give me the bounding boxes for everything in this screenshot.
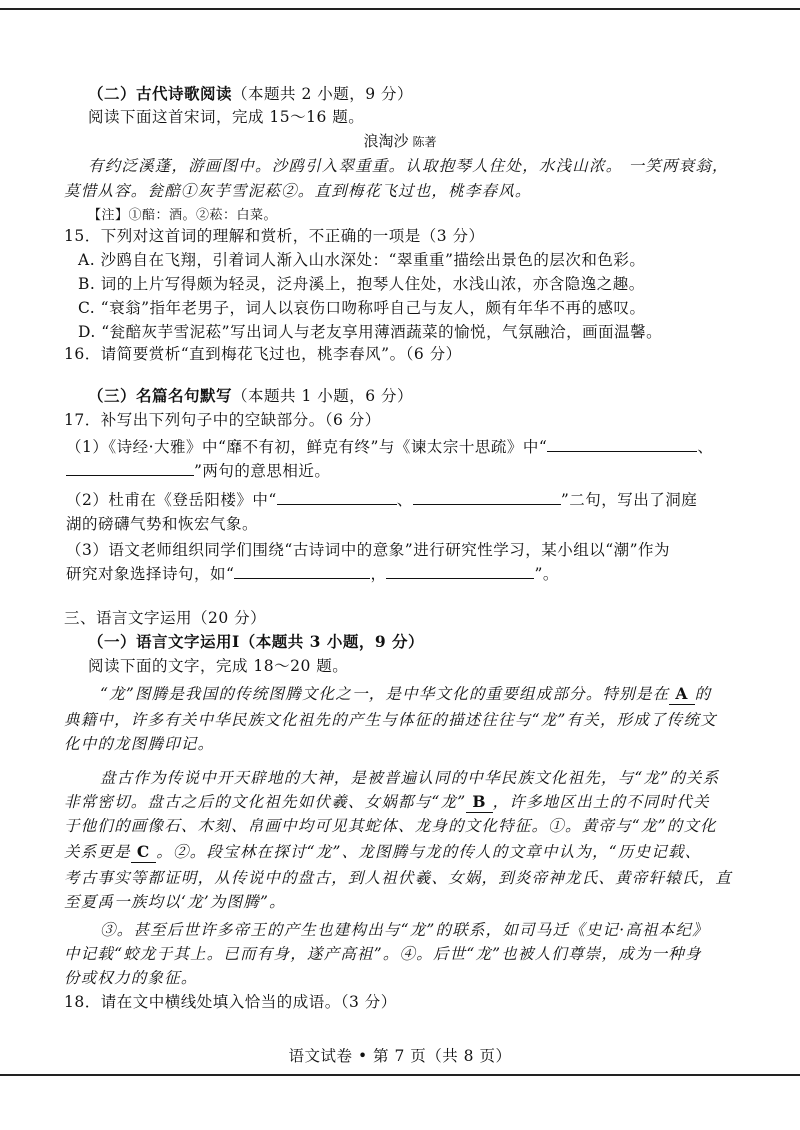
answer-blank[interactable] bbox=[66, 461, 194, 476]
passage-line: 中记载“蛟龙于其上。已而有身，遂产高祖”。④。后世“龙”也被人们尊崇，成为一种身 bbox=[64, 945, 702, 963]
fill-line: 研究对象选择诗句，如“ ， ”。 bbox=[66, 565, 559, 583]
bottom-rule bbox=[0, 1074, 800, 1076]
passage-line: ③。甚至后世许多帝王的产生也建构出与“龙”的联系，如司马迁《史记·高祖本纪》 bbox=[100, 921, 709, 939]
section-heading: （二）古代诗歌阅读（本题共 2 小题，9 分） bbox=[88, 84, 414, 103]
passage-line: 关系更是 C 。②。段宝林在探讨“龙”、龙图腾与龙的传人的文章中认为，“历史记载、 bbox=[64, 842, 702, 861]
option-c: C. “衰翁”指年老男子，词人以哀伤口吻称呼自己与友人，颇有年华不再的感叹。 bbox=[78, 299, 646, 317]
fill-line: （1）《诗经·大雅》中“靡不有初，鲜克有终”与《谏太宗十思疏》中“ 、 bbox=[66, 438, 714, 456]
blank-marker-c[interactable]: C bbox=[131, 842, 157, 863]
fill-line: （2）杜甫在《登岳阳楼》中“ 、 ”二句，写出了洞庭 bbox=[66, 491, 698, 509]
answer-blank[interactable] bbox=[413, 490, 561, 505]
fill-line: 湖的磅礴气势和恢宏气象。 bbox=[66, 515, 259, 533]
blank-marker-a[interactable]: A bbox=[669, 684, 694, 705]
passage-line: 盘古作为传说中开天辟地的大神，是被普遍认同的中华民族文化祖先，与“龙”的关系 bbox=[100, 769, 720, 787]
passage-line: 非常密切。盘古之后的文化祖先如伏羲、女娲都与“龙” B ，许多地区出土的不同时代关 bbox=[64, 792, 710, 811]
option-d: D. “瓮醅灰芋雪泥菘”写出词人与老友享用薄酒蔬菜的愉悦，气氛融洽，画面温馨。 bbox=[78, 323, 663, 341]
passage-line: 于他们的画像石、木刻、帛画中均可见其蛇体、龙身的文化特征。①。黄帝与“龙”的文化 bbox=[64, 817, 717, 835]
poem-author: 陈著 bbox=[412, 135, 437, 149]
fill-line: ”两句的意思相近。 bbox=[66, 461, 330, 481]
question-15: 15．下列对这首词的理解和赏析，不正确的一项是（3 分） bbox=[64, 227, 485, 245]
option-b: B. 词的上片写得颇为轻灵，泛舟溪上，抱琴人住处，水浅山浓，亦含隐逸之趣。 bbox=[78, 275, 645, 293]
question-18: 18．请在文中横线处填入恰当的成语。（3 分） bbox=[64, 993, 397, 1011]
answer-blank[interactable] bbox=[547, 437, 697, 452]
passage-line: 份或权力的象征。 bbox=[64, 969, 198, 987]
poem-note: 【注】①醅：酒。②菘：白菜。 bbox=[88, 208, 278, 223]
poem-line: 有约泛溪蓬，游画图中。沙鸥引入翠重重。认取抱琴人住处，水浅山浓。 一笑两衰翁， bbox=[88, 157, 729, 175]
blank-marker-b[interactable]: B bbox=[466, 792, 492, 813]
answer-blank[interactable] bbox=[277, 490, 397, 505]
passage-line: “龙”图腾是我国的传统图腾文化之一，是中华文化的重要组成部分。特别是在 A 的 bbox=[100, 684, 712, 703]
question-17: 17．补写出下列句子中的空缺部分。（6 分） bbox=[64, 411, 381, 429]
fill-line: （3）语文老师组织同学们围绕“古诗词中的意象”进行研究性学习，某小组以“潮”作为 bbox=[66, 541, 671, 559]
question-16: 16．请简要赏析“直到梅花飞过也，桃李春风”。（6 分） bbox=[64, 345, 462, 363]
instruction-text: 阅读下面的文字，完成 18～20 题。 bbox=[88, 657, 349, 675]
passage-line: 考古事实等都证明，从传说中的盘古，到人祖伏羲、女娲，到炎帝神龙氏、黄帝轩辕氏，直 bbox=[64, 869, 733, 887]
page-footer: 语文试卷 • 第 7 页（共 8 页） bbox=[288, 1047, 512, 1065]
top-rule bbox=[0, 8, 800, 10]
passage-line: 典籍中，许多有关中华民族文化祖先的产生与体征的描述往往与“龙”有关，形成了传统文 bbox=[64, 711, 717, 729]
section-heading: （三）名篇名句默写（本题共 1 小题，6 分） bbox=[88, 386, 414, 405]
answer-blank[interactable] bbox=[386, 564, 534, 579]
answer-blank[interactable] bbox=[234, 564, 370, 579]
poem-title: 浪淘沙 陈著 bbox=[363, 132, 437, 150]
sub-heading: （一）语言文字运用Ⅰ（本题共 3 小题，9 分） bbox=[88, 632, 425, 651]
passage-line: 至夏禹一族均以‘龙’为图腾”。 bbox=[64, 893, 286, 911]
part-heading: 三、语言文字运用（20 分） bbox=[64, 609, 267, 627]
option-a: A. 沙鸥自在飞翔，引着词人渐入山水深处：“翠重重”描绘出景色的层次和色彩。 bbox=[78, 251, 646, 269]
passage-line: 化中的龙图腾印记。 bbox=[64, 735, 215, 753]
poem-line: 莫惜从容。瓮醅①灰芋雪泥菘②。直到梅花飞过也，桃李春风。 bbox=[64, 182, 532, 200]
instruction-text: 阅读下面这首宋词，完成 15～16 题。 bbox=[88, 108, 365, 126]
